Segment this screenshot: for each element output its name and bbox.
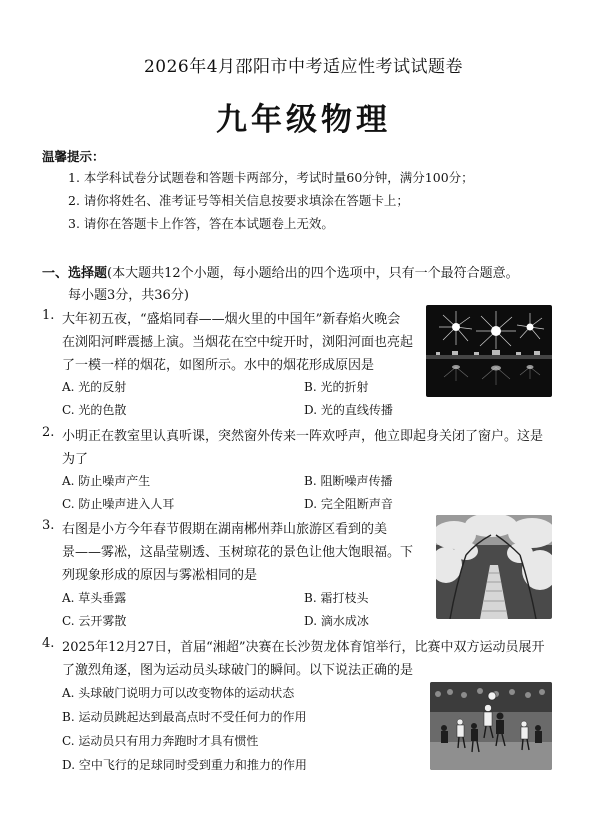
tip-item: 3. 请你在答题卡上作答，答在本试题卷上无效。 [68,216,334,231]
option-a: A. 防止噪声产生 [62,474,151,488]
question-text: 小明正在教室里认真听课，突然窗外传来一阵欢呼声，他立即起身关闭了窗户。这是 [62,429,544,444]
question-number: 1. [42,308,55,323]
question-text: 在浏阳河畔震撼上演。当烟花在空中绽开时，浏阳河面也亮起 [62,335,414,350]
option-d: D. 完全阻断声音 [304,497,393,511]
rime-photo [436,515,552,619]
option-c: C. 光的色散 [62,403,127,417]
tip-item: 1. 本学科试卷分试题卷和答题卡两部分，考试时量60分钟，满分100分； [68,170,474,185]
option-c: C. 云开雾散 [62,614,127,628]
question-text: 为了 [62,452,89,467]
tips-heading: 温馨提示： [42,149,105,164]
option-b: B. 运动员跳起达到最高点时不受任何力的作用 [62,710,307,724]
question-text: 列现象形成的原因与雾凇相同的是 [62,568,258,583]
question-number: 2. [42,425,55,440]
football-photo [430,682,552,770]
section-desc-line2: 每小题3分，共36分) [68,288,189,303]
option-b: B. 霜打枝头 [304,591,369,605]
option-b: B. 光的折射 [304,380,369,394]
fireworks-image [426,305,552,397]
option-a: A. 光的反射 [62,380,127,394]
fireworks-photo [426,305,552,397]
question-text: 右图是小方今年春节假期在湖南郴州莽山旅游区看到的美 [62,522,388,537]
exam-subtitle: 2026年4月邵阳市中考适应性考试试题卷 [143,57,464,77]
football-image [430,682,552,770]
question-number: 3. [42,518,55,533]
option-d: D. 光的直线传播 [304,403,393,417]
question-text: 了激烈角逐，图为运动员头球破门的瞬间。以下说法正确的是 [62,663,414,678]
exam-title: 九年级物理 [216,102,391,138]
rime-image [436,515,552,619]
section-heading [42,262,519,281]
question-text: 大年初五夜，“盛焰同春——烟火里的中国年”新春焰火晚会 [62,312,401,327]
option-a: A. 头球破门说明力可以改变物体的运动状态 [62,686,295,700]
question-number: 4. [42,636,55,651]
question-text: 景——雾凇，这晶莹剔透、玉树琼花的景色让他大饱眼福。下 [62,545,414,560]
option-b: B. 阻断噪声传播 [304,474,393,488]
question-text: 2025年12月27日，首届“湘超”决赛在长沙贺龙体育馆举行，比赛中双方运动员展开 [62,640,545,655]
section-desc: (本大题共12个小题，每小题给出的四个选项中，只有一个最符合题意。 [107,266,519,281]
option-a: A. 草头垂露 [62,591,127,605]
option-d: D. 空中飞行的足球同时受到重力和推力的作用 [62,758,307,772]
section-title: 一、选择题 [42,266,108,281]
tip-item: 2. 请你将姓名、准考证号等相关信息按要求填涂在答题卡上； [68,193,409,208]
option-c: C. 运动员只有用力奔跑时才具有惯性 [62,734,259,748]
question-text: 了一模一样的烟花，如图所示。水中的烟花形成原因是 [62,358,375,373]
option-c: C. 防止噪声进入人耳 [62,497,175,511]
option-d: D. 滴水成冰 [304,614,369,628]
